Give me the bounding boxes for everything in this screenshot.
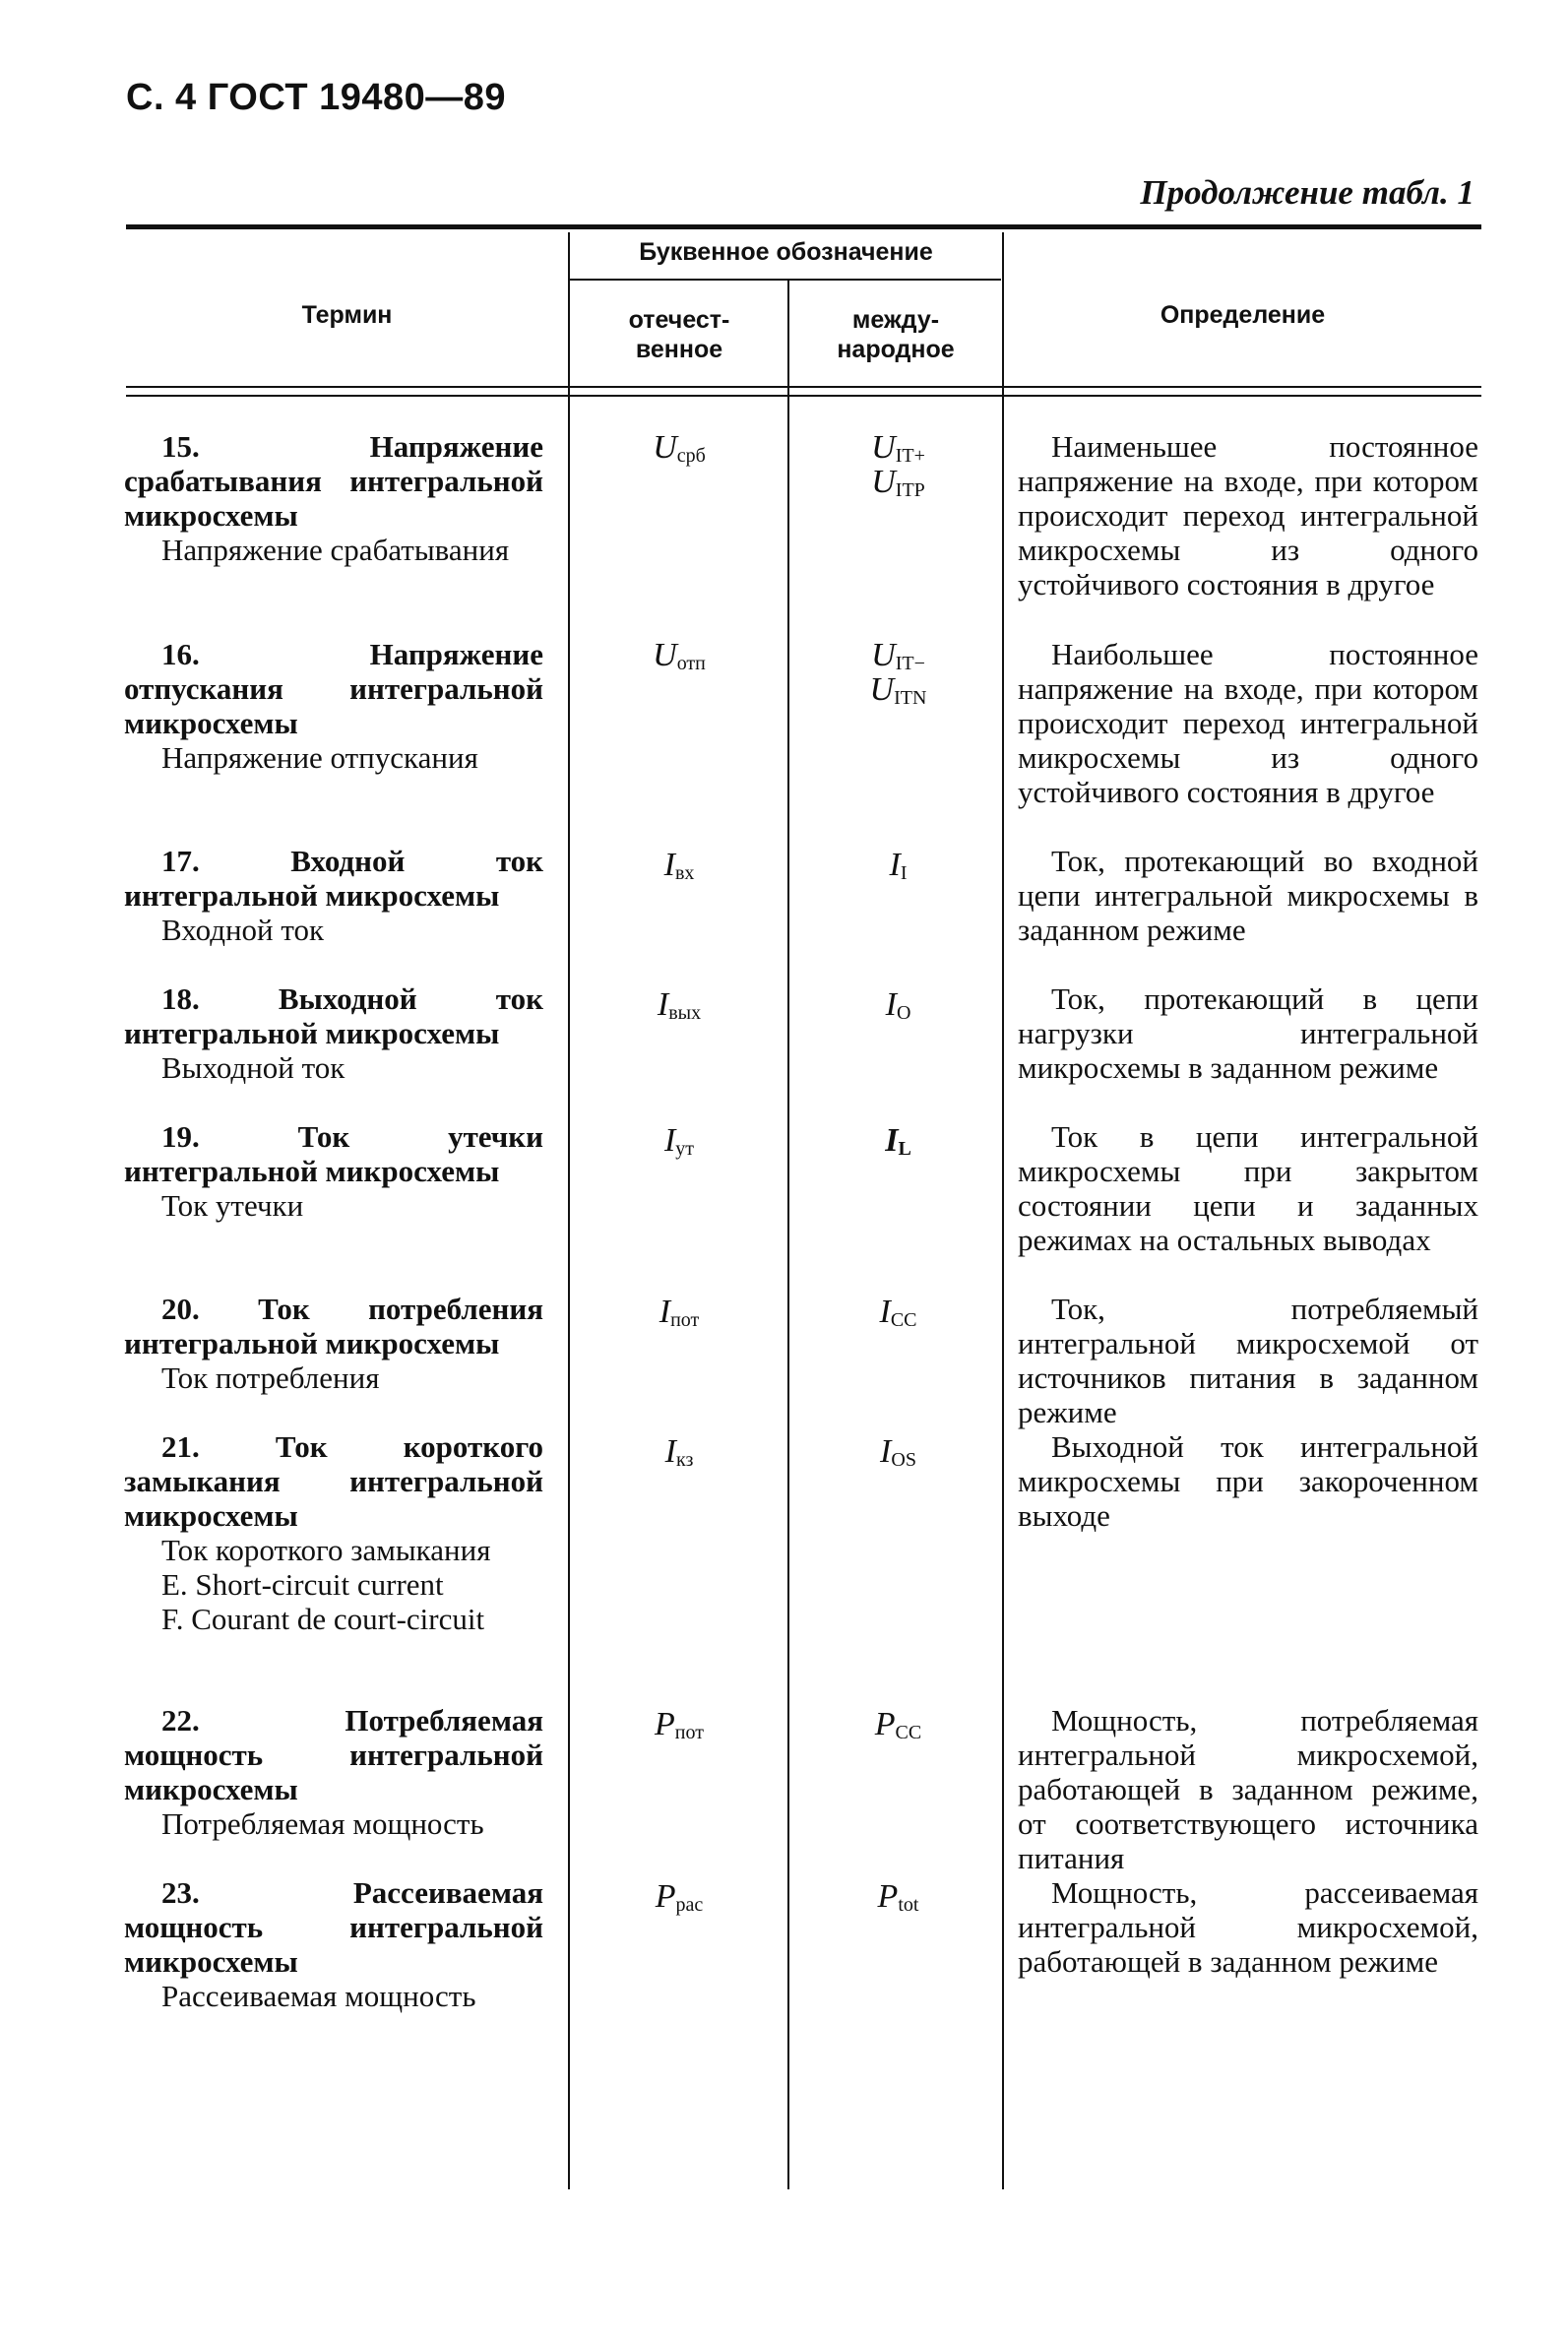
table-row-term: [124, 1292, 543, 1395]
column-divider-2: [787, 281, 789, 2189]
table-row-definition: Ток, протекающий в цепи нагрузки интегральной микросхемы в заданном режиме: [1018, 981, 1478, 1085]
term-short: Напряжение отпускания: [161, 740, 478, 775]
table-row-term: [124, 844, 543, 947]
table-row-term: [124, 429, 543, 567]
term-text: 19. Ток утечки интегральной микросхемы: [124, 1119, 543, 1188]
table-row-definition: Наибольшее постоянное напряжение на входе, при котором происходит переход интегральной микросхемы из одного устойчивого состояния в другое: [1018, 637, 1478, 809]
international-symbol: $U_{ITP}$: [871, 464, 925, 501]
table-row-term: [124, 1429, 543, 1636]
term-short: Входной ток: [161, 913, 325, 947]
header-term: Термин: [301, 301, 393, 329]
term-text: 20. Ток потребления интегральной микросхемы: [124, 1292, 543, 1360]
term-short: Ток потребления: [161, 1360, 380, 1395]
table-row-term: [124, 981, 543, 1085]
international-symbol: $I_L$: [885, 1122, 911, 1160]
header-sub-rule: [569, 279, 1001, 281]
term-english: E. Short-circuit current: [161, 1567, 444, 1602]
page-header: С. 4 ГОСТ 19480—89: [126, 77, 507, 118]
national-symbol: $P_{рас}$: [655, 1878, 704, 1916]
table-row-definition: Ток в цепи интегральной микросхемы при закрытом состоянии цепи и заданных режимах на остальных выводах: [1018, 1119, 1478, 1257]
term-short: Выходной ток: [161, 1050, 345, 1085]
term-short: Напряжение срабатывания: [161, 533, 510, 567]
term-french: F. Courant de court-circuit: [161, 1602, 485, 1636]
international-symbol: $P_{CC}$: [874, 1706, 922, 1743]
term-text: 21. Ток короткого замыкания интегральной микросхемы: [124, 1429, 543, 1533]
international-symbol: $U_{IT+}$: [871, 429, 925, 467]
term-short: Ток короткого замыкания: [161, 1533, 491, 1567]
table-row-term: [124, 1703, 543, 1841]
table-row-term: [124, 1875, 543, 2013]
table-row-term: [124, 1119, 543, 1223]
term-text: 15. Напряжение срабатывания интегральной микросхемы: [124, 429, 543, 533]
header-bottom-rule-1: [126, 386, 1481, 388]
national-symbol: $U_{отп}$: [653, 637, 706, 674]
column-divider-3: [1002, 232, 1004, 2189]
header-letter-designation: Буквенное обозначение: [639, 238, 933, 266]
table-row-definition: Ток, протекающий во входной цепи интегральной микросхемы в заданном режиме: [1018, 844, 1478, 947]
column-divider-1: [568, 232, 570, 2189]
international-symbol: $I_{CC}$: [879, 1294, 917, 1331]
international-symbol: $P_{tot}$: [877, 1878, 919, 1916]
term-short: Потребляемая мощность: [161, 1806, 484, 1841]
international-symbol: $U_{IT-}$: [871, 637, 925, 674]
header-bottom-rule-2: [126, 395, 1481, 397]
table-caption: Продолжение табл. 1: [1140, 173, 1474, 212]
international-symbol: $I_O$: [885, 986, 911, 1024]
term-short: Рассеиваемая мощность: [161, 1979, 476, 2013]
national-symbol: $P_{пот}$: [655, 1706, 704, 1743]
international-symbol: $I_{OS}$: [880, 1433, 916, 1471]
term-short: Ток утечки: [161, 1188, 304, 1223]
term-text: 18. Выходной ток интегральной микросхемы: [124, 981, 543, 1050]
term-text: 23. Рассеиваемая мощность интегральной микросхемы: [124, 1875, 543, 1979]
table-row-definition: Ток, потребляемый интегральной микросхемой от источников питания в заданном режиме: [1018, 1292, 1478, 1429]
table-top-rule: [126, 224, 1481, 229]
table-row-definition: Наименьшее постоянное напряжение на входе, при котором происходит переход интегральной микросхемы из одного устойчивого состояния в другое: [1018, 429, 1478, 601]
header-definition: Определение: [1160, 301, 1326, 329]
table-row-term: [124, 637, 543, 775]
header-national: отечест-венное: [628, 306, 730, 363]
table-row-definition: Выходной ток интегральной микросхемы при закороченном выходе: [1018, 1429, 1478, 1533]
term-text: 17. Входной ток интегральной микросхемы: [124, 844, 543, 913]
national-symbol: $I_{вых}$: [657, 986, 702, 1024]
header-international: между-народное: [837, 306, 955, 363]
international-symbol: $U_{ITN}$: [869, 671, 927, 709]
table-row-definition: Мощность, потребляемая интегральной микросхемой, работающей в заданном режиме, от соответствующего источника питания: [1018, 1703, 1478, 1875]
national-symbol: $I_{вх}$: [663, 847, 695, 884]
term-text: 22. Потребляемая мощность интегральной микросхемы: [124, 1703, 543, 1806]
national-symbol: $I_{кз}$: [664, 1433, 694, 1471]
national-symbol: $U_{срб}$: [653, 429, 706, 467]
table-row-definition: Мощность, рассеиваемая интегральной микросхемой, работающей в заданном режиме: [1018, 1875, 1478, 1979]
term-text: 16. Напряжение отпускания интегральной микросхемы: [124, 637, 543, 740]
national-symbol: $I_{пот}$: [659, 1294, 700, 1331]
international-symbol: $I_I$: [889, 847, 908, 884]
national-symbol: $I_{ут}$: [663, 1122, 695, 1160]
